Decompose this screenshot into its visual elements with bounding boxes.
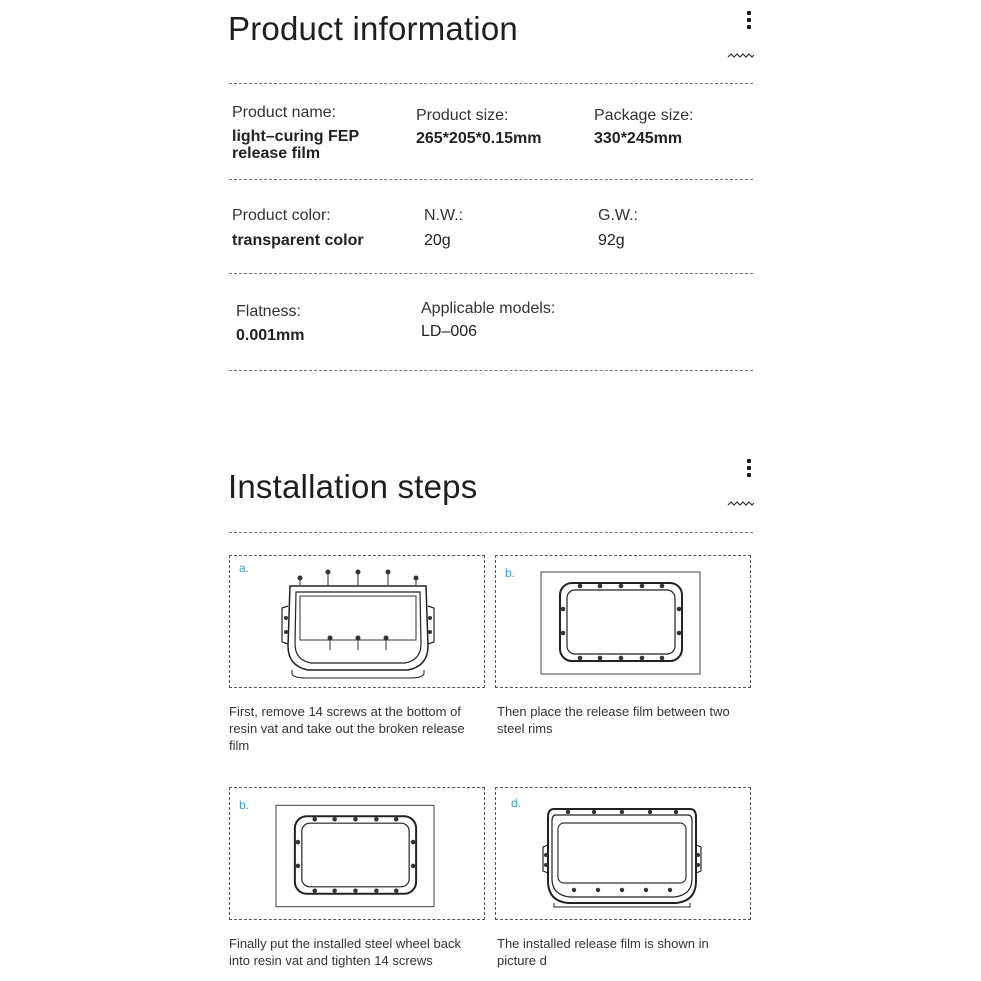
field-applicable-models	[421, 300, 555, 340]
step-a-panel	[229, 555, 485, 688]
divider	[229, 370, 753, 371]
field-value: LD–006	[421, 323, 478, 340]
field-label: G.W.:	[598, 207, 638, 224]
field-nw	[424, 207, 463, 249]
step-caption: Finally put the installed steel wheel back into resin vat and tighten 14 screws	[229, 936, 461, 968]
steel-wheel-illustration	[275, 804, 435, 908]
wave-decoration-icon	[727, 501, 755, 509]
step-letter: a.	[239, 561, 250, 575]
field-gw	[598, 207, 638, 249]
divider	[229, 273, 753, 274]
field-value: 92g	[598, 232, 625, 249]
step-letter: b.	[239, 798, 250, 812]
field-label: Applicable models:	[421, 300, 556, 317]
field-value: 265*205*0.15mm	[416, 130, 542, 147]
step-c-panel	[229, 787, 485, 920]
field-flatness	[236, 303, 305, 344]
step-caption: Then place the release film between two steel rims	[497, 704, 730, 736]
steel-rims-illustration	[540, 571, 701, 675]
step-b-panel	[495, 555, 751, 688]
field-package-size	[594, 107, 694, 147]
field-value: 20g	[424, 232, 451, 249]
field-value: 330*245mm	[594, 130, 683, 147]
step-caption: First, remove 14 screws at the bottom of resin vat and take out the broken release film	[229, 704, 465, 753]
step-letter: d.	[511, 796, 522, 810]
divider	[229, 83, 753, 84]
step-letter: b.	[505, 566, 516, 580]
resin-vat-illustration	[278, 566, 438, 681]
field-label: Product name:	[232, 104, 337, 121]
field-label: Package size:	[594, 107, 694, 124]
field-label: Product size:	[416, 107, 509, 124]
field-product-size	[416, 107, 541, 147]
vertical-dots-icon	[747, 459, 753, 480]
field-product-color	[232, 207, 364, 249]
installation-title: Installation steps	[228, 468, 478, 505]
field-label: N.W.:	[424, 207, 464, 224]
divider	[229, 532, 753, 533]
divider	[229, 179, 753, 180]
wave-decoration-icon	[727, 53, 755, 61]
field-value: transparent color	[232, 232, 364, 249]
step-caption: The installed release film is shown in picture d	[497, 936, 709, 968]
field-label: Product color:	[232, 207, 331, 224]
field-label: Flatness:	[236, 303, 301, 320]
field-product-name	[232, 104, 402, 162]
installed-film-illustration	[542, 801, 702, 911]
vertical-dots-icon	[747, 11, 753, 32]
product-info-title: Product information	[228, 10, 518, 47]
step-d-panel	[495, 787, 751, 920]
field-value: light–curing FEP release film	[232, 128, 359, 162]
field-value: 0.001mm	[236, 327, 305, 344]
